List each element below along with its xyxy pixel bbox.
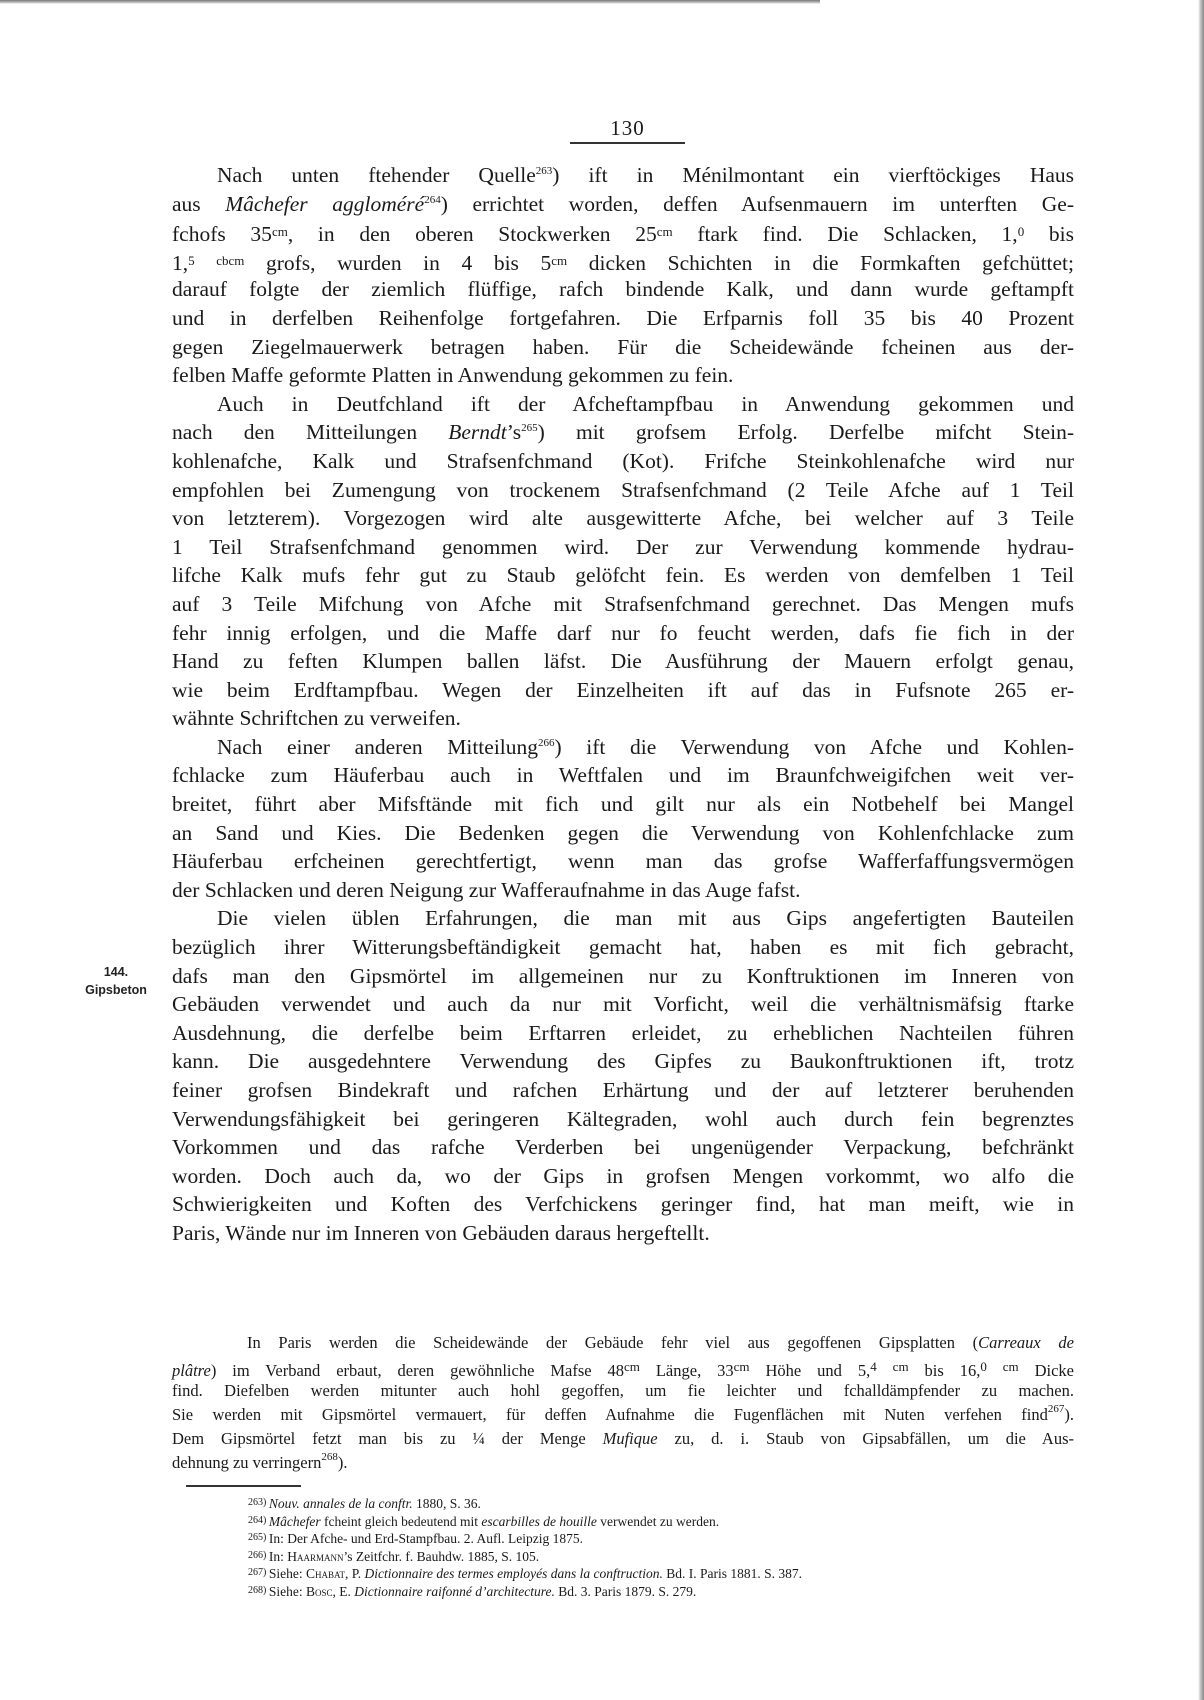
- small-print-note: [172, 1331, 1074, 1475]
- text-run: ) im Verband erbaut, deren gewöhnliche Mafse 48: [210, 1361, 625, 1380]
- unit-superscript: 0: [980, 1359, 987, 1374]
- text-line: [172, 1019, 1074, 1048]
- footnote-rule: [186, 1485, 301, 1487]
- text-line: [172, 819, 1074, 848]
- text-run: gegen Ziegelmauerwerk betragen haben. Für die Scheidewände fcheinen aus der-: [172, 334, 1074, 359]
- text-run: Dem Gipsmörtel fetzt man bis zu ¼ der Menge: [172, 1429, 603, 1448]
- small-caps-name: Bosc: [305, 1583, 333, 1599]
- text-line: [172, 333, 1074, 362]
- footnote: [248, 1547, 1068, 1565]
- italic-text: Mâchefer aggloméré: [225, 191, 425, 216]
- text-run: Ausdehnung, die derfelbe beim Erftarren erleidet, zu erheblichen Nachteilen führen: [172, 1020, 1074, 1045]
- text-run: bis: [1024, 222, 1074, 247]
- text-line: [172, 218, 1074, 247]
- text-run: ) ift die Verwendung von Afche und Kohlen-: [554, 734, 1074, 759]
- text-run: auf 3 Teile Mifchung von Afche mit Strafsenfchmand gerechnet. Das Mengen mufs: [172, 591, 1074, 616]
- footnote-reference: 267: [1047, 1403, 1065, 1415]
- text-run: ) errichtet worden, deffen Aufsenmauern im unterften Ge-: [440, 191, 1074, 216]
- text-run: Dicke: [1018, 1361, 1075, 1380]
- text-run: fchofs 35: [172, 222, 272, 247]
- text-line: [172, 933, 1074, 962]
- text-run: kann. Die ausgedehntere Verwendung des Gipfes zu Baukonftruktionen ift, trotz: [172, 1049, 1074, 1074]
- unit-superscript: cm: [1002, 1359, 1019, 1374]
- text-run: Die vielen üblen Erfahrungen, die man mit aus Gips angefertigten Bauteilen: [217, 906, 1074, 931]
- unit-superscript: cm: [624, 1359, 640, 1374]
- text-run: find. Diefelben werden mitunter auch hohl gegoffen, um fie leichter und fchalldämpfender zu machen.: [172, 1381, 1074, 1400]
- footnote-reference: 263: [535, 165, 553, 177]
- text-line: [172, 1105, 1074, 1134]
- scan-edge-top: [0, 0, 820, 4]
- unit-superscript: 4: [870, 1359, 877, 1374]
- unit-superscript: cm: [551, 252, 568, 268]
- small-text-line: [172, 1403, 1074, 1427]
- text-run: grofs, wurden in 4 bis 5: [244, 250, 552, 275]
- text-line: [172, 533, 1074, 562]
- text-run: Siehe:: [268, 1566, 306, 1581]
- text-run: der Schlacken und deren Neigung zur Wafferaufnahme in das Auge fafst.: [172, 877, 801, 902]
- text-run: Länge, 33: [639, 1361, 734, 1380]
- small-text-line: [172, 1331, 1074, 1355]
- text-line: [172, 647, 1074, 676]
- margin-note-title: Gipsbeton: [85, 983, 147, 997]
- text-run: an Sand und Kies. Die Bedenken gegen die Verwendung von Kohlenfchlacke zum: [172, 820, 1074, 845]
- text-run: ) ift in Ménilmontant ein vierftöckiges Haus: [552, 163, 1075, 187]
- text-line: [172, 847, 1074, 876]
- text-run: wähnte Schriftchen zu verweifen.: [172, 706, 461, 731]
- text-run: breitet, führt aber Mifsftände mit fich und gilt nur als ein Notbehelf bei Mangel: [172, 792, 1074, 817]
- footnote-reference: 268: [321, 1451, 338, 1463]
- text-line: [172, 676, 1074, 705]
- text-run: felben Maffe geformte Platten in Anwendung gekommen zu fein.: [172, 363, 734, 388]
- text-run: [877, 1361, 893, 1380]
- text-run: In: Der Afche- und Erd-Stampfbau. 2. Aufl. Leipzig 1875.: [268, 1531, 584, 1546]
- small-text-line: [172, 1427, 1074, 1451]
- text-run: [987, 1361, 1003, 1380]
- text-line: [172, 1133, 1074, 1162]
- italic-text: Berndt: [448, 420, 507, 445]
- text-line: [172, 990, 1074, 1019]
- text-run: ftark find. Die Schlacken, 1,: [672, 222, 1018, 247]
- text-run: [195, 251, 217, 275]
- small-text-line: [172, 1379, 1074, 1403]
- italic-text: Mufique: [602, 1429, 658, 1448]
- small-caps-name: Haarmann: [287, 1548, 344, 1564]
- footnote-number: 263): [248, 1497, 269, 1508]
- text-line: [172, 790, 1074, 819]
- text-line: [172, 590, 1074, 619]
- footnote-number: 267): [248, 1567, 269, 1578]
- page-number-rule: [570, 142, 685, 144]
- text-run: Höhe und 5,: [749, 1361, 871, 1380]
- text-line: [172, 161, 1074, 190]
- text-line: [172, 304, 1074, 333]
- italic-text: plâtre: [172, 1361, 211, 1380]
- italic-text: Carreaux de: [978, 1333, 1074, 1352]
- text-line: [172, 619, 1074, 648]
- footnote: [248, 1582, 1068, 1600]
- text-run: kohlenafche, Kalk und Strafsenfchmand (Kot). Frifche Steinkohlenafche wird nur: [172, 448, 1074, 473]
- text-run: Nach einer anderen Mitteilung: [217, 734, 539, 759]
- text-run: , P.: [344, 1566, 365, 1581]
- text-run: 1880, S. 36.: [412, 1496, 481, 1511]
- text-run: 1 Teil Strafsenfchmand genommen wird. Der zur Verwendung kommende hydrau-: [172, 534, 1074, 559]
- unit-superscript: cm: [271, 224, 288, 240]
- unit-superscript: 0: [1017, 224, 1025, 240]
- text-line: [172, 904, 1074, 933]
- text-run: und in derfelben Reihenfolge fortgefahren. Die Erfparnis foll 35 bis 40 Prozent: [172, 305, 1074, 330]
- unit-superscript: 5: [188, 252, 195, 268]
- unit-superscript: cm: [656, 224, 673, 240]
- italic-text: Dictionnaire raifonné d’architecture.: [354, 1583, 555, 1599]
- text-line: [172, 504, 1074, 533]
- text-run: Paris, Wände nur im Inneren von Gebäuden daraus hergeftellt.: [172, 1220, 710, 1245]
- text-run: ’s Zeitfchr. f. Bauhdw. 1885, S. 105.: [343, 1548, 540, 1564]
- text-line: [172, 361, 1074, 390]
- footnote-number: 264): [248, 1514, 269, 1526]
- text-run: Hand zu feften Klumpen ballen läfst. Die Ausführung der Mauern erfolgt genau,: [172, 649, 1074, 674]
- margin-note: [76, 963, 156, 999]
- footnotes: [248, 1494, 1068, 1599]
- footnote-reference: 266: [538, 736, 555, 749]
- text-line: [172, 418, 1074, 447]
- footnote: [248, 1564, 1068, 1582]
- text-line: [172, 876, 1074, 905]
- text-run: zu, d. i. Staub von Gipsabfällen, um die Aus-: [657, 1429, 1074, 1448]
- text-run: ).: [1064, 1405, 1074, 1424]
- text-run: wie beim Erdftampfbau. Wegen der Einzelheiten ift auf das in Fufsnote 265 er-: [172, 677, 1074, 702]
- text-line: [172, 390, 1074, 419]
- text-run: ).: [337, 1453, 348, 1472]
- text-run: In:: [268, 1548, 288, 1564]
- text-run: 1,: [172, 250, 189, 275]
- text-run: Sie werden mit Gipsmörtel vermauert, für deffen Aufnahme die Fugenflächen mit Nuten verfehen find: [172, 1405, 1048, 1424]
- page-number: 130: [610, 116, 645, 140]
- text-run: lifche Kalk mufs fehr gut zu Staub gelöfcht fein. Es werden von demfelben 1 Teil: [172, 563, 1074, 588]
- text-run: dehnung zu verringern: [172, 1453, 322, 1472]
- text-run: bezüglich ihrer Witterungsbeftändigkeit gemacht hat, haben es mit fich gebracht,: [172, 935, 1074, 960]
- text-run: Schwierigkeiten und Koften des Verfchickens geringer find, hat man meift, wie in: [172, 1192, 1074, 1217]
- text-run: nach den Mitteilungen: [172, 420, 449, 445]
- text-run: dafs man den Gipsmörtel im allgemeinen nur zu Konftruktionen im Inneren von: [172, 963, 1074, 988]
- text-line: [172, 733, 1074, 762]
- footnote: [248, 1494, 1068, 1512]
- text-run: feiner grofsen Bindekraft und rafchen Erhärtung und der auf letzterer beruhenden: [172, 1078, 1074, 1102]
- text-run: , in den oberen Stockwerken 25: [287, 222, 657, 247]
- text-run: darauf folgte der ziemlich flüffige, rafch bindende Kalk, und dann wurde geftampft: [172, 277, 1074, 302]
- text-run: ’s: [506, 420, 522, 445]
- small-text-line: [172, 1451, 1074, 1475]
- text-line: [172, 1047, 1074, 1076]
- margin-note-section: 144.: [103, 965, 129, 979]
- text-line: [172, 275, 1074, 304]
- body-text: [172, 161, 1074, 1248]
- text-line: [172, 190, 1074, 219]
- text-run: Verwendungsfähigkeit bei geringeren Kältegraden, wohl auch durch fein begrenztes: [172, 1106, 1074, 1131]
- text-run: , E.: [332, 1583, 355, 1599]
- small-text-line: [172, 1355, 1074, 1379]
- text-run: empfohlen bei Zumengung von trockenem Strafsenfchmand (2 Teile Afche auf 1 Teil: [172, 477, 1074, 502]
- text-run: fchlacke zum Häuferbau auch in Weftfalen und im Braunfchweigifchen weit ver-: [172, 763, 1074, 788]
- text-line: [172, 1076, 1074, 1105]
- text-run: fehr innig erfolgen, und die Maffe darf nur fo feucht werden, dafs fie fich in der: [172, 620, 1074, 645]
- footnote-number: 265): [248, 1532, 269, 1543]
- footnote: [248, 1529, 1068, 1547]
- text-run: bis 16,: [908, 1361, 981, 1380]
- footnote: [248, 1512, 1068, 1530]
- text-line: [172, 247, 1074, 276]
- unit-superscript: cm: [892, 1359, 909, 1374]
- italic-text: Dictionnaire des termes employés dans la conftruction.: [364, 1566, 663, 1581]
- italic-text: escarbilles de houille: [481, 1513, 597, 1529]
- text-run: verwendet zu werden.: [596, 1513, 720, 1529]
- scan-edge-right: [1198, 0, 1204, 1700]
- text-run: Nach unten ftehender Quelle: [217, 163, 536, 187]
- italic-text: Nouv. annales de la conftr.: [268, 1496, 413, 1511]
- text-line: [172, 962, 1074, 991]
- text-line: [172, 704, 1074, 733]
- unit-superscript: cm: [733, 1359, 750, 1374]
- text-run: von letzterem). Vorgezogen wird alte ausgewitterte Afche, bei welcher auf 3 Teile: [172, 506, 1074, 531]
- text-run: Bd. I. Paris 1881. S. 387.: [662, 1566, 802, 1581]
- text-run: aus: [172, 191, 226, 216]
- text-run: fcheint gleich bedeutend mit: [320, 1513, 482, 1529]
- text-run: Siehe:: [268, 1583, 306, 1599]
- text-run: In Paris werden die Scheidewände der Gebäude fehr viel aus gegoffenen Gipsplatten (: [247, 1333, 979, 1352]
- text-run: Auch in Deutfchland ift der Afcheftampfbau in Anwendung gekommen und: [217, 391, 1074, 416]
- unit-superscript: cbcm: [216, 252, 245, 268]
- text-run: Bd. 3. Paris 1879. S. 279.: [554, 1583, 697, 1599]
- footnote-number: 266): [248, 1549, 269, 1561]
- text-line: [172, 561, 1074, 590]
- italic-text: Mâchefer: [268, 1513, 321, 1529]
- footnote-reference: 264: [424, 193, 441, 206]
- text-line: [172, 1162, 1074, 1191]
- text-line: [172, 761, 1074, 790]
- text-run: ) mit grofsem Erfolg. Derfelbe mifcht Stein-: [537, 420, 1074, 445]
- text-line: [172, 447, 1074, 476]
- text-run: Gebäuden verwendet und auch da nur mit Vorficht, weil die verhältnismäfsig ftarke: [172, 992, 1074, 1017]
- text-line: [172, 1190, 1074, 1219]
- footnote-reference: 265: [521, 422, 538, 435]
- text-line: [172, 476, 1074, 505]
- text-run: dicken Schichten in die Formkaften gefchüttet;: [567, 250, 1075, 275]
- text-run: Vorkommen und das rafche Verderben bei ungenügender Verpackung, befchränkt: [172, 1135, 1074, 1160]
- text-line: [172, 1219, 1074, 1248]
- text-run: worden. Doch auch da, wo der Gips in grofsen Mengen vorkommt, wo alfo die: [172, 1163, 1074, 1188]
- footnote-number: 268): [248, 1584, 269, 1596]
- small-caps-name: Chabat: [305, 1566, 345, 1581]
- text-run: Häuferbau erfcheinen gerechtfertigt, wenn man das grofse Wafferfaffungsvermögen: [172, 849, 1074, 874]
